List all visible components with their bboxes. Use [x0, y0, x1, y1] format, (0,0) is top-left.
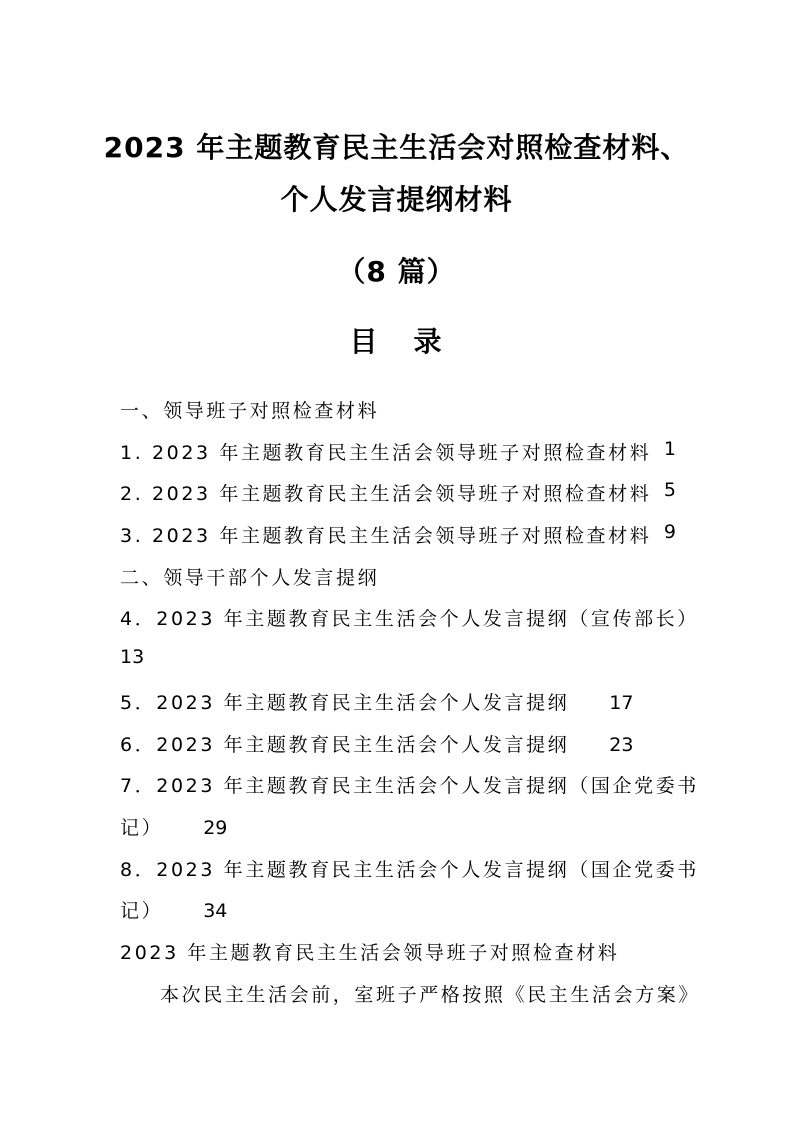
toc-item[interactable] [120, 521, 676, 548]
toc-item-label: 6．2023 年主题教育民主生活会个人发言提纲 [120, 734, 570, 756]
toc-item-page: 5 [663, 479, 676, 501]
document-count: （8 篇） [337, 255, 456, 288]
body-heading: 2023 年主题教育民主生活会领导班子对照检查材料 [120, 942, 620, 964]
toc-item-8-label[interactable]: 8．2023 年主题教育民主生活会个人发言提纲（国企党委书 [120, 859, 699, 881]
toc-item-8-cont [120, 896, 227, 923]
toc-item-page: 13 [120, 646, 145, 668]
toc-item-5[interactable] [120, 688, 633, 715]
toc-item-label: 2. 2023 年主题教育民主生活会领导班子对照检查材料 [120, 483, 652, 505]
body-paragraph: 本次民主生活会前，室班子严格按照《民主生活会方案》 [160, 984, 701, 1006]
toc-heading [0, 320, 793, 360]
toc-item-label-cont: 记） [120, 817, 164, 839]
toc-item-7-cont [120, 813, 227, 840]
toc-item[interactable] [120, 479, 676, 506]
toc-item-page: 1 [663, 438, 676, 460]
toc-section-2: 二、领导干部个人发言提纲 [120, 567, 380, 589]
toc-item-page: 23 [609, 734, 634, 756]
toc-item-6[interactable] [120, 730, 633, 757]
toc-item-label-cont: 记） [120, 900, 164, 922]
toc-item-page: 9 [663, 521, 676, 543]
toc-item-page: 17 [609, 692, 634, 714]
toc-item-page: 29 [203, 817, 228, 839]
toc-heading-left: 目 [349, 325, 380, 358]
toc-heading-right: 录 [413, 325, 444, 358]
toc-item-label: 5．2023 年主题教育民主生活会个人发言提纲 [120, 692, 570, 714]
toc-item-4-page [120, 646, 144, 668]
toc-item-label: 1. 2023 年主题教育民主生活会领导班子对照检查材料 [120, 442, 652, 464]
toc-section-1: 一、领导班子对照检查材料 [120, 400, 380, 422]
toc-item-7-label[interactable]: 7．2023 年主题教育民主生活会个人发言提纲（国企党委书 [120, 775, 699, 797]
toc-item-page: 34 [203, 900, 228, 922]
toc-item[interactable] [120, 438, 676, 465]
document-title-line-2: 个人发言提纲材料 [280, 183, 513, 216]
toc-item-4-label[interactable]: 4．2023 年主题教育民主生活会个人发言提纲（宣传部长） [120, 608, 699, 630]
toc-item-label: 3. 2023 年主题教育民主生活会领导班子对照检查材料 [120, 525, 652, 547]
document-title-line-1: 2023 年主题教育民主生活会对照检查材料、 [103, 131, 690, 164]
